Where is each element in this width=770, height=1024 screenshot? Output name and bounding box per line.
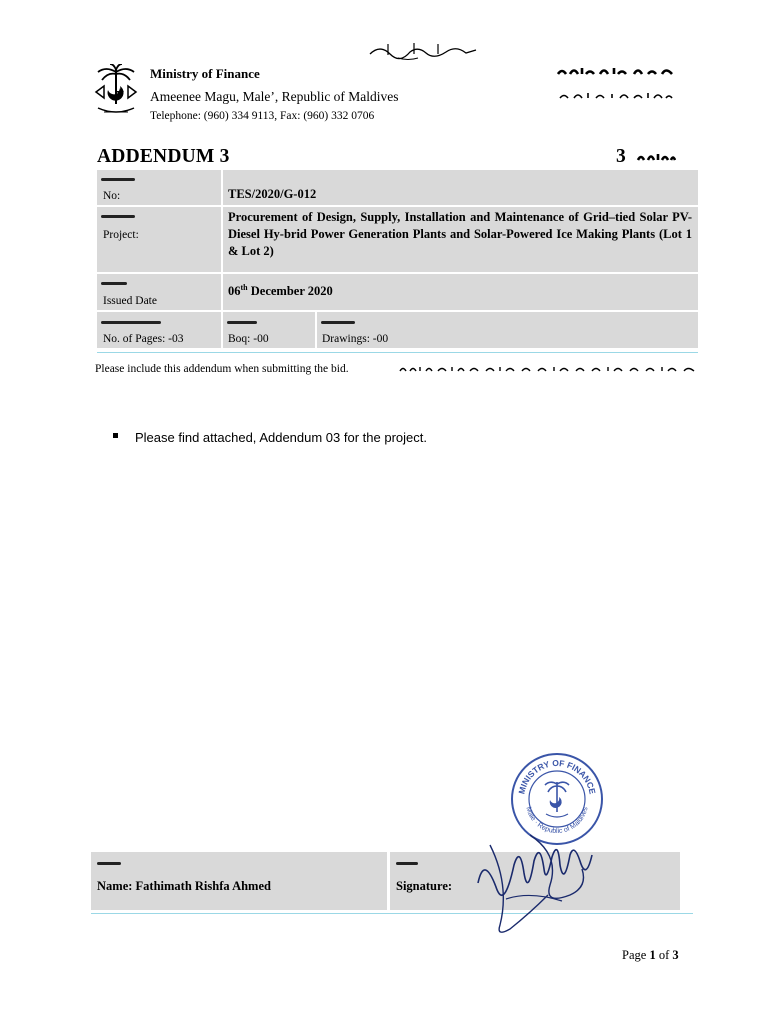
document-title: ADDENDUM 3 [97,146,230,167]
svg-text:MINISTRY OF FINANCE: MINISTRY OF FINANCE [516,757,598,796]
no-label: No: [103,190,121,202]
boq-cell [223,312,315,348]
no-label-cell [97,170,221,205]
dhivehi-note-script [398,364,698,374]
drawings-cell [317,312,698,348]
boq-count: Boq: -00 [228,333,269,345]
drawings-count: Drawings: -00 [322,333,389,345]
issued-date: 06th December 2020 [228,283,333,299]
signatory-name: Name: Fathimath Rishfa Ahmed [97,879,271,893]
issued-label-cell [97,274,221,310]
bullet-item: Please find attached, Addendum 03 for the project. [135,430,427,445]
dhivehi-header-script [556,64,676,112]
no-value-cell [223,170,698,205]
bullet-icon [113,433,118,438]
maldives-emblem-icon [90,64,142,122]
issued-date-label: Issued Date [103,295,157,307]
issued-value-cell [223,274,698,310]
pages-cell [97,312,221,348]
project-value-cell [223,207,698,272]
pages-count: No. of Pages: -03 [103,333,184,345]
dhivehi-title-script [636,148,676,166]
signoff-separator [91,913,693,914]
project-label: Project: [103,229,139,241]
signature-label: Signature: [396,879,453,893]
name-cell [91,852,387,910]
document-title-number: 3 [616,146,626,167]
tender-number: TES/2020/G-012 [228,187,317,201]
ministry-address: Ameenee Magu, Male’, Republic of Maldives [150,89,399,104]
svg-text:Male · Republic of Maldives: Male · Republic of Maldives [524,806,590,836]
submission-note: Please include this addendum when submitting the bid. [95,363,349,375]
project-label-cell [97,207,221,272]
project-description: Procurement of Design, Supply, Installation and Maintenance of Grid–tied Solar PV-Diesel Hy-brid Power Generation Plants and Solar-Powered Ice Making Plants (Lot 1 & Lot 2) [228,210,692,258]
ministry-name: Ministry of Finance [150,66,260,81]
page-number: Page 1 of 3 [622,948,679,962]
bismillah-calligraphy [368,40,478,62]
ministry-contact: Telephone: (960) 334 9113, Fax: (960) 332 0706 [150,110,375,122]
handwritten-signature [470,825,600,940]
separator-line [97,352,698,353]
